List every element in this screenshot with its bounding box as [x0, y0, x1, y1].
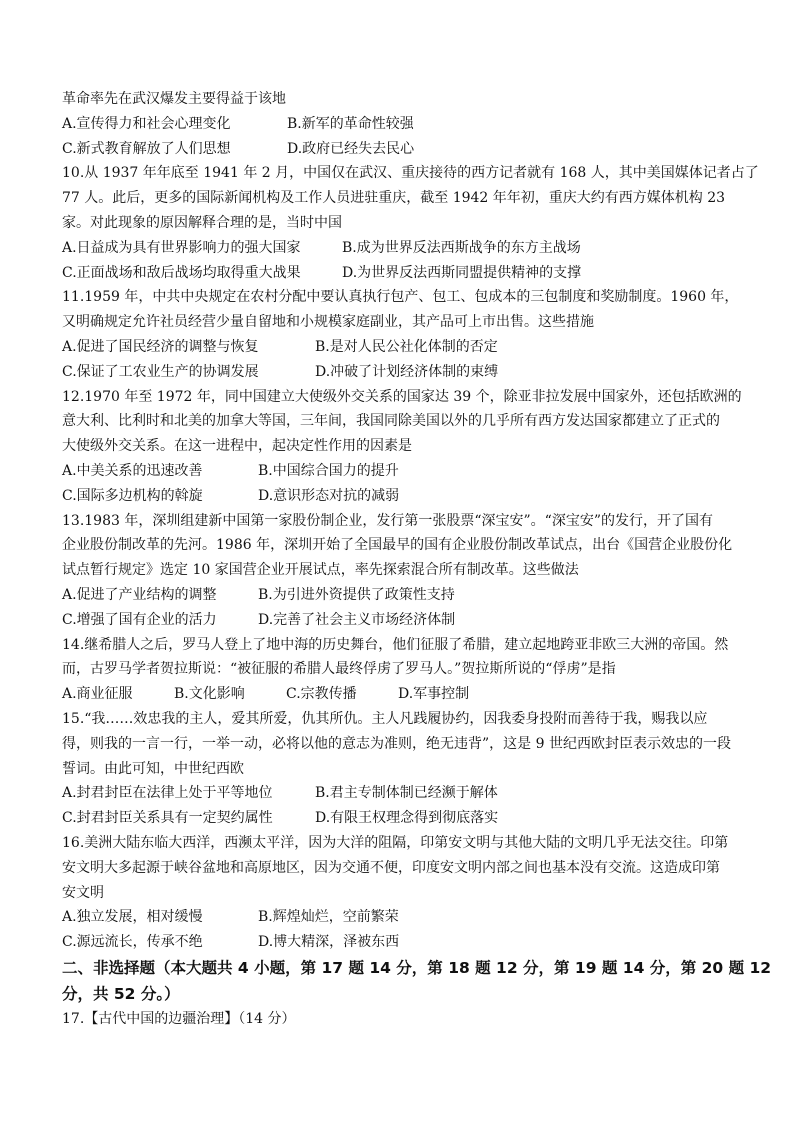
question-stem-line: 15.“我……效忠我的主人，爱其所爱，仇其所仇。主人凡践履协约，因我委身投附而善待于我，赐我以应	[62, 710, 708, 727]
question-stem-line: 16.美洲大陆东临大西洋，西濒太平洋，因为大洋的阻隔，印第安文明与其他大陆的文明几乎无法交往。印第	[62, 834, 729, 851]
option-row	[62, 360, 764, 385]
question-17-title: 17.【古代中国的边疆治理】（14 分）	[62, 1010, 296, 1027]
option-row	[62, 930, 764, 955]
question-15	[62, 707, 764, 831]
question-16	[62, 831, 764, 955]
option-a: A.宣传得力和社会心理变化	[62, 115, 231, 132]
option-a: A.中美关系的迅速改善	[62, 462, 203, 479]
question-stem-line: 13.1983 年，深圳组建新中国第一家股份制企业，发行第一张股票“深宝安”。“深宝安”的发行，开了国有	[62, 512, 713, 529]
question-10	[62, 161, 764, 285]
option-row	[62, 137, 764, 162]
question-stem-line: 得，则我的一言一行，一举一动，必将以他的意志为准则，绝无违背”，这是 9 世纪西欧封臣表示效忠的一段	[62, 735, 731, 752]
option-d: D.政府已经失去民心	[287, 140, 415, 157]
option-c: C.新式教育解放了人们思想	[62, 140, 231, 157]
option-row	[62, 905, 764, 930]
option-b: B.新军的革命性较强	[287, 115, 414, 132]
question-stem-line: 誓词。由此可知，中世纪西欧	[62, 760, 244, 777]
option-row	[62, 583, 764, 608]
option-row	[62, 682, 764, 707]
question-9	[62, 87, 764, 161]
question-stem-line: 11.1959 年，中共中央规定在农村分配中要认真执行包产、包工、包成本的三包制度和奖励制度。1960 年，	[62, 289, 739, 306]
question-stem-line: 10.从 1937 年年底至 1941 年 2 月，中国仅在武汉、重庆接待的西方记者就有 168 人，其中美国媒体记者占了	[62, 165, 759, 182]
question-stem-line: 又明确规定允许社员经营少量自留地和小规模家庭副业，其产品可上市出售。这些措施	[62, 314, 594, 331]
option-c: C.增强了国有企业的活力	[62, 611, 217, 628]
option-c: C.国际多边机构的斡旋	[62, 487, 203, 504]
option-c: C.保证了工农业生产的协调发展	[62, 363, 259, 380]
option-a: A.封君封臣在法律上处于平等地位	[62, 785, 273, 802]
option-b: B.中国综合国力的提升	[258, 462, 399, 479]
option-a: A.促进了产业结构的调整	[62, 586, 217, 603]
option-b: B.成为世界反法西斯战争的东方主战场	[342, 239, 581, 256]
option-c: C.封君封臣关系具有一定契约属性	[62, 810, 273, 827]
option-row	[62, 781, 764, 806]
question-12	[62, 385, 764, 509]
question-stem-line: 意大利、比利时和北美的加拿大等国，三年间，我国同除美国以外的几乎所有西方发达国家都建立了正式的	[62, 413, 720, 430]
option-a: A.促进了国民经济的调整与恢复	[62, 338, 259, 355]
option-c: C.宗教传播	[286, 686, 357, 703]
question-14	[62, 633, 764, 707]
option-c: C.源远流长，传承不绝	[62, 934, 203, 951]
option-d: D.有限王权理念得到彻底落实	[315, 810, 499, 827]
option-d: D.冲破了计划经济体制的束缚	[315, 363, 499, 380]
option-row	[62, 608, 764, 633]
option-d: D.完善了社会主义市场经济体制	[258, 611, 456, 628]
option-row	[62, 459, 764, 484]
question-stem-line: 家。对此现象的原因解释合理的是，当时中国	[62, 214, 342, 231]
option-row	[62, 236, 764, 261]
option-b: B.是对人民公社化体制的否定	[315, 338, 498, 355]
option-row	[62, 484, 764, 509]
option-d: D.为世界反法西斯同盟提供精神的支撑	[342, 264, 582, 281]
option-row	[62, 335, 764, 360]
question-stem-line: 企业股份制改革的先河。1986 年，深圳开始了全国最早的国有企业股份制改革试点，出台《国营企业股份化	[62, 537, 733, 554]
option-b: B.为引进外资提供了政策性支持	[258, 586, 455, 603]
option-d: D.军事控制	[398, 686, 470, 703]
question-stem-line: 77 人。此后，更多的国际新闻机构及工作人员进驻重庆，截至 1942 年年初，重庆大约有西方媒体机构 23	[62, 190, 726, 207]
question-11	[62, 285, 764, 384]
question-stem-line: 安文明大多起源于峡谷盆地和高原地区，因为交通不便，印度安文明内部之间也基本没有交流。这造成印第	[62, 859, 720, 876]
question-13	[62, 509, 764, 633]
option-row	[62, 261, 764, 286]
option-d: D.博大精深，泽被东西	[258, 934, 400, 951]
option-a: A.独立发展，相对缓慢	[62, 909, 203, 926]
section-2-heading	[62, 955, 772, 1007]
option-b: B.辉煌灿烂，空前繁荣	[258, 909, 399, 926]
option-c: C.正面战场和敌后战场均取得重大战果	[62, 264, 301, 281]
section-heading-line: 分，共 52 分。）	[62, 984, 180, 1003]
question-stem-line: 而，古罗马学者贺拉斯说：“被征服的希腊人最终俘虏了罗马人。”贺拉斯所说的“俘虏”是指	[62, 661, 616, 678]
option-b: B.君主专制体制已经濒于解体	[315, 785, 498, 802]
option-row	[62, 806, 764, 831]
option-a: A.商业征服	[62, 686, 133, 703]
question-stem-line: 革命率先在武汉爆发主要得益于该地	[62, 91, 286, 107]
question-stem-line: 大使级外交关系。在这一进程中，起决定性作用的因素是	[62, 438, 412, 455]
question-stem-line: 安文明	[62, 884, 104, 901]
option-row	[62, 112, 764, 137]
option-b: B.文化影响	[174, 686, 245, 703]
question-stem-line: 试点暂行规定》选定 10 家国营企业开展试点，率先探索混合所有制改革。这些做法	[62, 562, 579, 579]
section-heading-line: 二、非选择题（本大题共 4 小题，第 17 题 14 分，第 18 题 12 分，第 19 题 14 分，第 20 题 12	[62, 958, 772, 977]
question-stem-line: 12.1970 年至 1972 年，同中国建立大使级外交关系的国家达 39 个，除亚非拉发展中国家外，还包括欧洲的	[62, 388, 742, 405]
option-a: A.日益成为具有世界影响力的强大国家	[62, 239, 301, 256]
question-stem-line: 14.继希腊人之后，罗马人登上了地中海的历史舞台，他们征服了希腊，建立起地跨亚非欧三大洲的帝国。然	[62, 636, 729, 653]
option-d: D.意识形态对抗的减弱	[258, 487, 400, 504]
